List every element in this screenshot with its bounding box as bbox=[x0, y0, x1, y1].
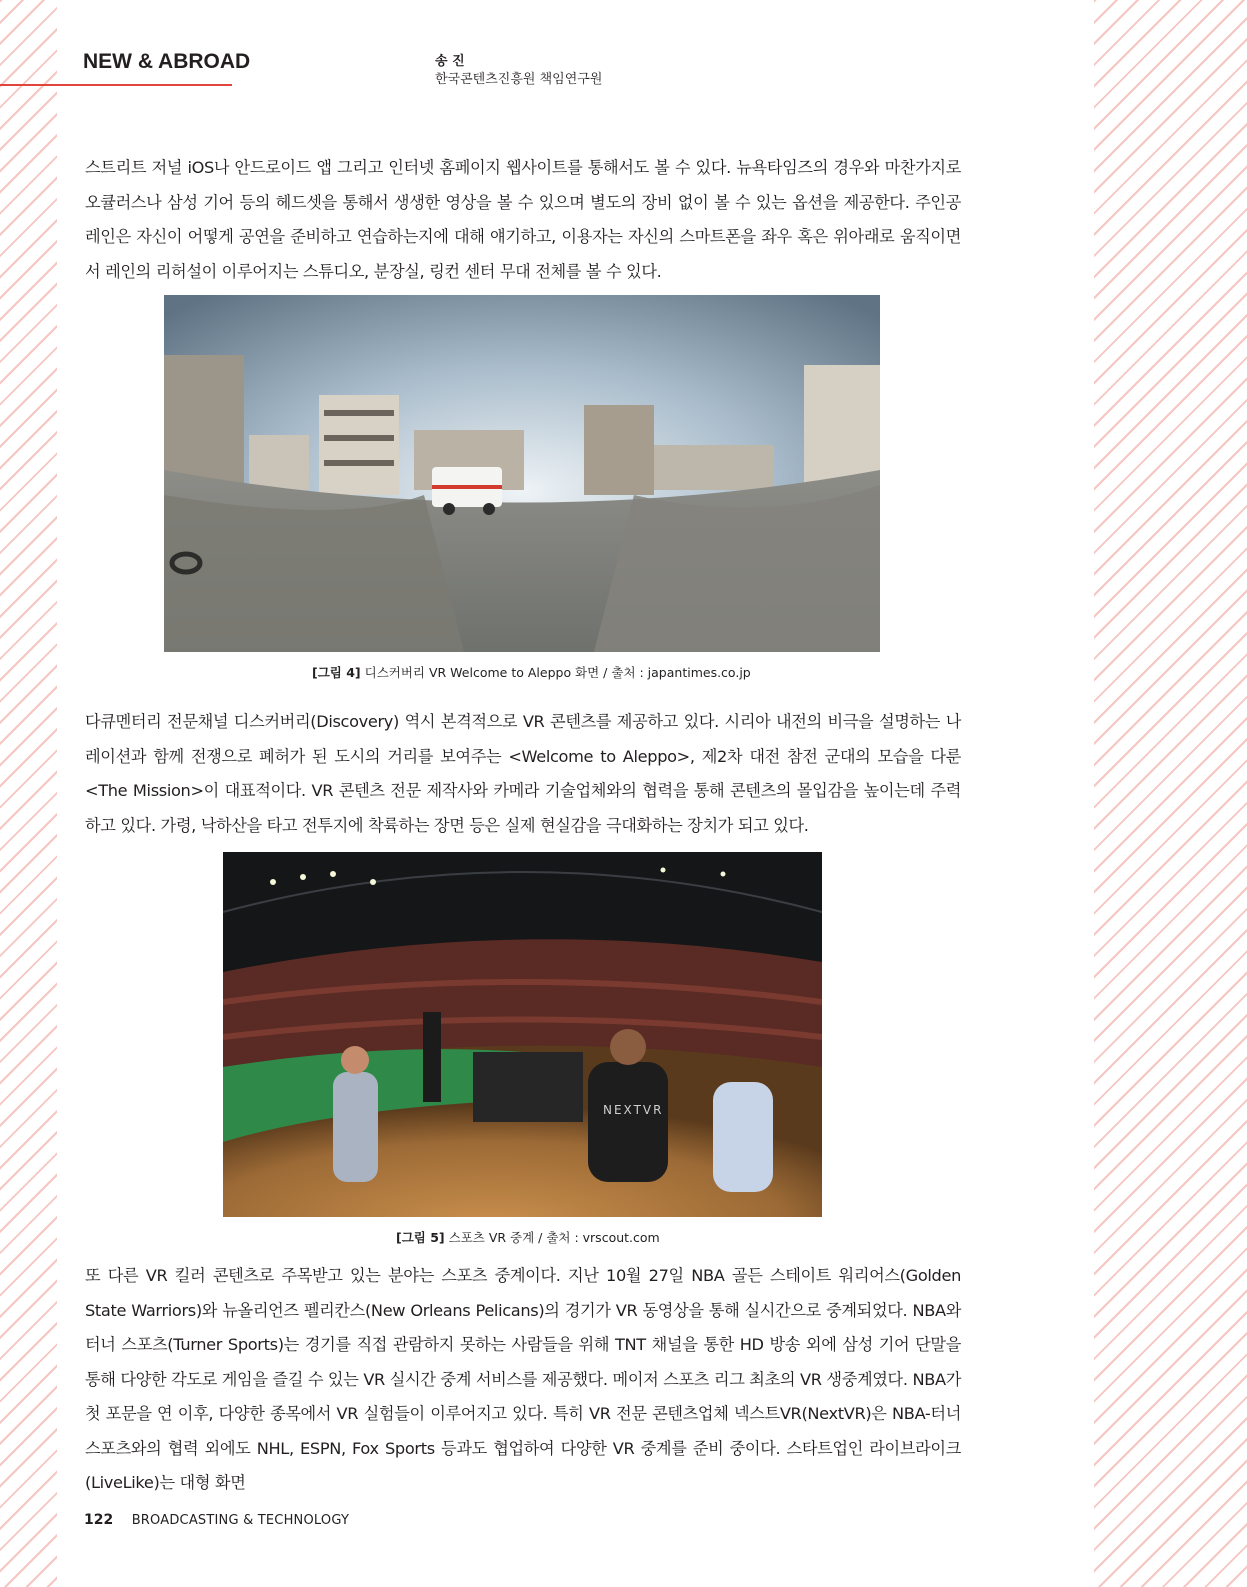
aleppo-panorama-image bbox=[164, 295, 880, 652]
author-name: 송 진 bbox=[435, 54, 465, 69]
figure-5-caption bbox=[396, 1228, 660, 1246]
figure-5-caption-text: 스포츠 VR 중계 / 출처 : vrscout.com bbox=[448, 1230, 660, 1245]
page-footer bbox=[84, 1512, 349, 1528]
page-number: 122 bbox=[84, 1512, 114, 1528]
figure-5-label: [그림 5] bbox=[396, 1230, 445, 1245]
section-title: NEW & ABROAD bbox=[83, 50, 251, 73]
author-affiliation: 한국콘텐츠진흥원 책임연구원 bbox=[435, 72, 603, 87]
magazine-name: BROADCASTING & TECHNOLOGY bbox=[131, 1513, 350, 1528]
figure-4-caption-text: 디스커버리 VR Welcome to Aleppo 화면 / 출처 : japantimes.co.jp bbox=[364, 665, 751, 680]
right-stripe-margin bbox=[1094, 0, 1247, 1587]
figure-aleppo-panorama bbox=[164, 295, 880, 652]
author-block bbox=[435, 53, 602, 89]
body-paragraph-1: 스트리트 저널 iOS나 안드로이드 앱 그리고 인터넷 홈페이지 웹사이트를 통해서도 볼 수 있다. 뉴욕타임즈의 경우와 마찬가지로 오큘러스나 삼성 기어 등의 헤드셋을 통해서 생생한 영상을 볼 수 있으며 별도의 장비 없이 볼 수 있는 옵션을 제공한다. 주인공 레인은 자신이 어떻게 공연을 준비하고 연습하는지에 대해 얘기하고, 이용자는 자신의 스마트폰을 좌우 혹은 위아래로 움직이면서 레인의 리허설이 이루어지는 스튜디오, 분장실, 링컨 센터 무대 전체를 볼 수 있다. bbox=[85, 158, 961, 281]
figure-4-label: [그림 4] bbox=[312, 665, 361, 680]
left-stripe-margin bbox=[0, 0, 57, 1587]
sports-vr-image bbox=[223, 852, 822, 1217]
nextvr-shirt-logo: NEXTVR bbox=[603, 1103, 664, 1117]
body-paragraph-2: 다큐멘터리 전문채널 디스커버리(Discovery) 역시 본격적으로 VR 콘텐츠를 제공하고 있다. 시리아 내전의 비극을 설명하는 나레이션과 함께 전쟁으로 폐허가 된 도시의 거리를 보여주는 <Welcome to Aleppo>, 제2차 대전 참전 군대의 모습을 다룬 <The Mission>이 대표적이다. VR 콘텐츠 전문 제작사와 카메라 기술업체와의 협력을 통해 콘텐츠의 몰입감을 높이는데 주력하고 있다. 가령, 낙하산을 타고 전투지에 착륙하는 장면 등은 실제 현실감을 극대화하는 장치가 되고 있다. bbox=[85, 712, 961, 835]
section-title-underline bbox=[0, 84, 232, 86]
body-paragraph-3: 또 다른 VR 킬러 콘텐츠로 주목받고 있는 분야는 스포츠 중계이다. 지난 10월 27일 NBA 골든 스테이트 워리어스(Golden State Warriors)와 뉴올리언즈 펠리칸스(New Orleans Pelicans)의 경기가 VR 동영상을 통해 실시간으로 중계되었다. NBA와 터너 스포츠(Turner Sports)는 경기를 직접 관람하지 못하는 사람들을 위해 TNT 채널을 통한 HD 방송 외에 삼성 기어 단말을 통해 다양한 각도로 게임을 즐길 수 있는 VR 실시간 중계 서비스를 제공했다. 메이저 스포츠 리그 최초의 VR 생중계였다. NBA가 첫 포문을 연 이후, 다양한 종목에서 VR 실험들이 이루어지고 있다. 특히 VR 전문 콘텐츠업체 넥스트VR(NextVR)은 NBA-터너 스포츠와의 협력 외에도 NHL, ESPN, Fox Sports 등과도 협업하여 다양한 VR 중계를 준비 중이다. 스타트업인 라이브라이크(LiveLike)는 대형 화면 bbox=[85, 1266, 961, 1492]
figure-4-caption bbox=[312, 663, 751, 681]
figure-sports-vr bbox=[223, 852, 822, 1217]
